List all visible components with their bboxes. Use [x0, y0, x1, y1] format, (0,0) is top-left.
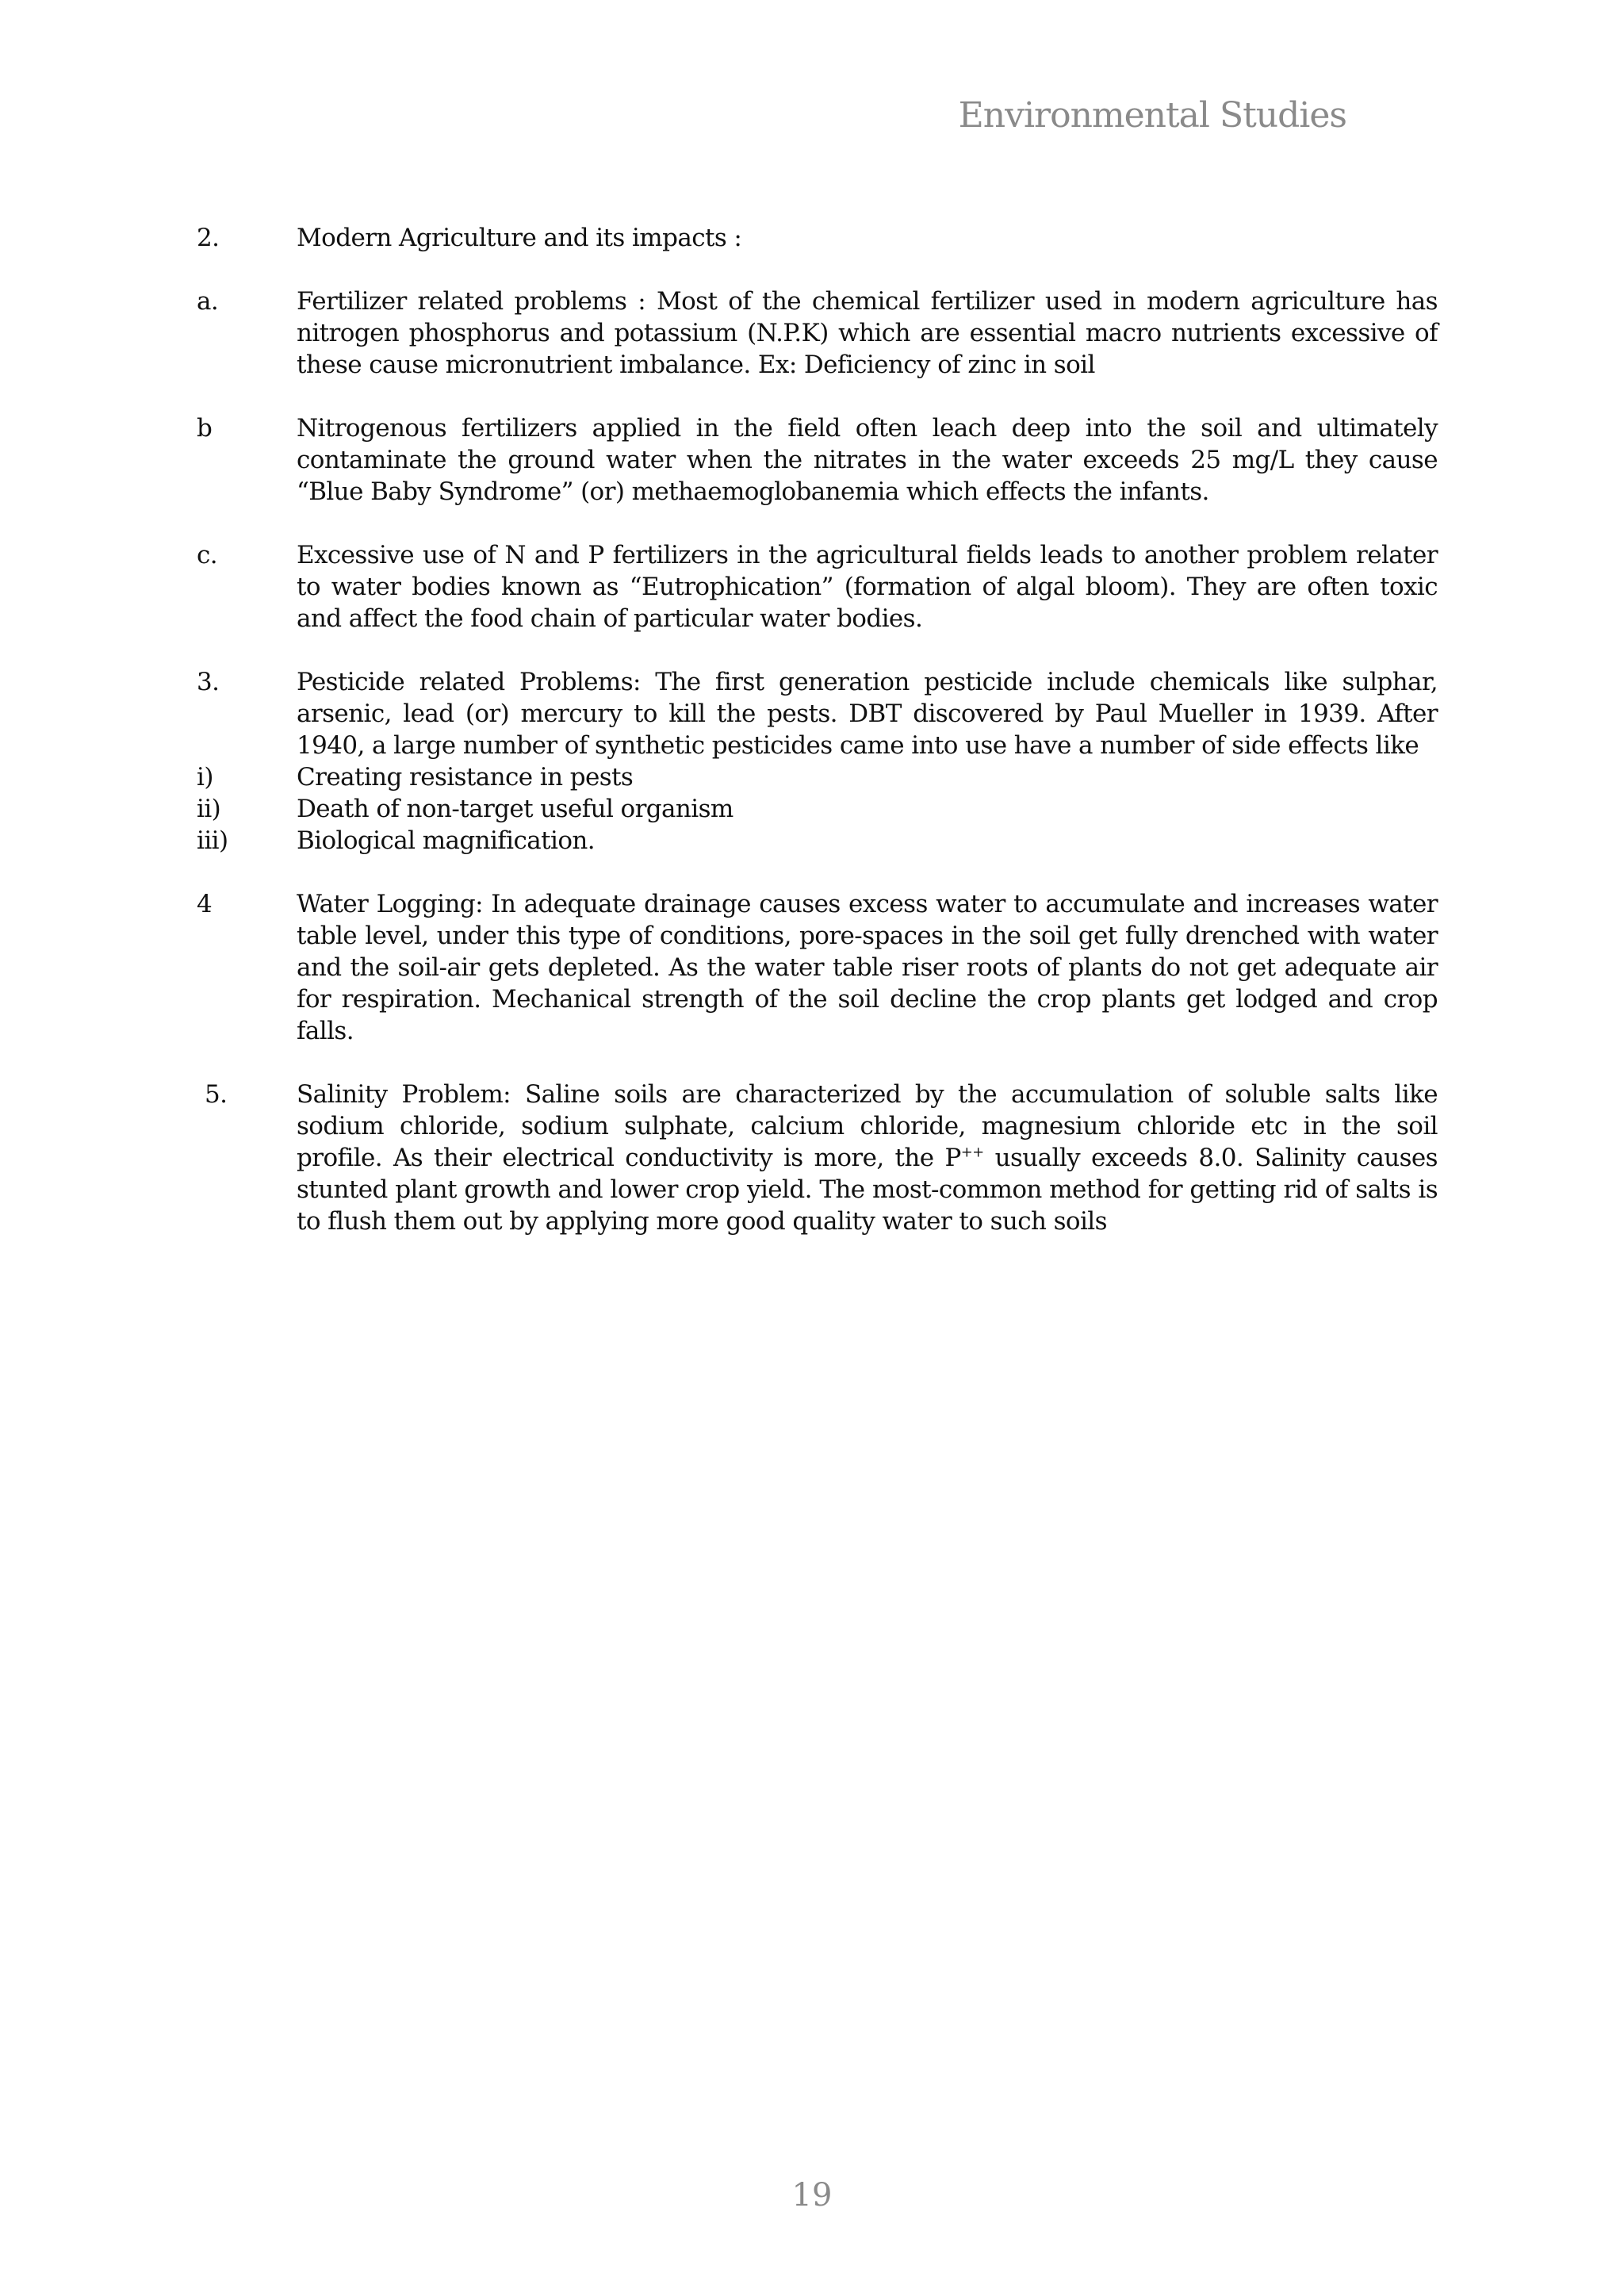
- list-item-text: Creating resistance in pests: [297, 763, 634, 792]
- section-number: a.: [197, 287, 219, 316]
- superscript: ++: [960, 1144, 984, 1161]
- paragraph: Excessive use of N and P fertilizers in the agricultural fields leads to another problem relater to water bodies known as “Eutrophication” (formation of algal bloom). They are often toxic and affect the food chain of particular water bodies.: [297, 541, 1438, 633]
- section-number: 2.: [197, 224, 220, 252]
- section-a: [197, 286, 1438, 381]
- running-header: Environmental Studies: [958, 95, 1346, 136]
- page-body: [197, 222, 1438, 1269]
- section-2: [197, 222, 1438, 254]
- section-number: 5.: [205, 1080, 228, 1109]
- list-item: [197, 793, 1438, 825]
- section-5: [197, 1079, 1438, 1237]
- paragraph: [297, 1079, 1438, 1237]
- section-number: 3.: [197, 668, 220, 696]
- paragraph: Water Logging: In adequate drainage causes excess water to accumulate and increases water table level, under this type of conditions, pore-spaces in the soil get fully drenched with water and the soil-air gets depleted. As the water table riser roots of plants do not get adequate air for respiration. Mechanical strength of the soil decline the crop plants get lodged and crop falls.: [297, 890, 1438, 1045]
- paragraph: Pesticide related Problems: The first generation pesticide include chemicals like sulphar, arsenic, lead (or) mercury to kill the pests. DBT discovered by Paul Mueller in 1939. After 1940, a large number of synthetic pesticides came into use have a number of side effects like: [297, 668, 1438, 760]
- section-heading: Modern Agriculture and its impacts :: [297, 224, 742, 252]
- list-item-text: Death of non-target useful organism: [297, 795, 733, 823]
- pesticide-group: [197, 666, 1438, 857]
- paragraph: Fertilizer related problems : Most of the chemical fertilizer used in modern agriculture has nitrogen phosphorus and potassium (N.P.K) which are essential macro nutrients excessive of these cause micronutrient imbalance. Ex: Deficiency of zinc in soil: [297, 287, 1438, 379]
- section-4: [197, 888, 1438, 1047]
- list-item-text: Biological magnification.: [297, 826, 595, 855]
- section-number: b: [197, 414, 213, 443]
- list-item-number: i): [197, 763, 213, 792]
- list-item-number: iii): [197, 826, 228, 855]
- list-item: [197, 825, 1438, 857]
- section-number: 4: [197, 890, 213, 918]
- section-c: [197, 539, 1438, 634]
- list-item-number: ii): [197, 795, 221, 823]
- paragraph: Nitrogenous fertilizers applied in the field often leach deep into the soil and ultimately contaminate the ground water when the nitrates in the water exceeds 25 mg/L they cause “Blue Baby Syndrome” (or) methaemoglobanemia which effects the infants.: [297, 414, 1438, 506]
- list-item: [197, 761, 1438, 793]
- paragraph-text: Salinity Problem: Saline soils are characterized by the accumulation of soluble salts like sodium chloride, sodium sulphate, calcium chloride, magnesium chloride etc in the soil profile. As their electrical conductivity is more, the P: [297, 1080, 1438, 1172]
- section-b: [197, 412, 1438, 508]
- section-3: [197, 666, 1438, 761]
- paragraph-text: usually exceeds 8.0. Salinity causes stunted plant growth and lower crop yield. The most-common method for getting rid of salts is to flush them out by applying more good quality water to such soils: [297, 1144, 1438, 1236]
- section-number: c.: [197, 541, 218, 569]
- page-number: 19: [791, 2177, 833, 2214]
